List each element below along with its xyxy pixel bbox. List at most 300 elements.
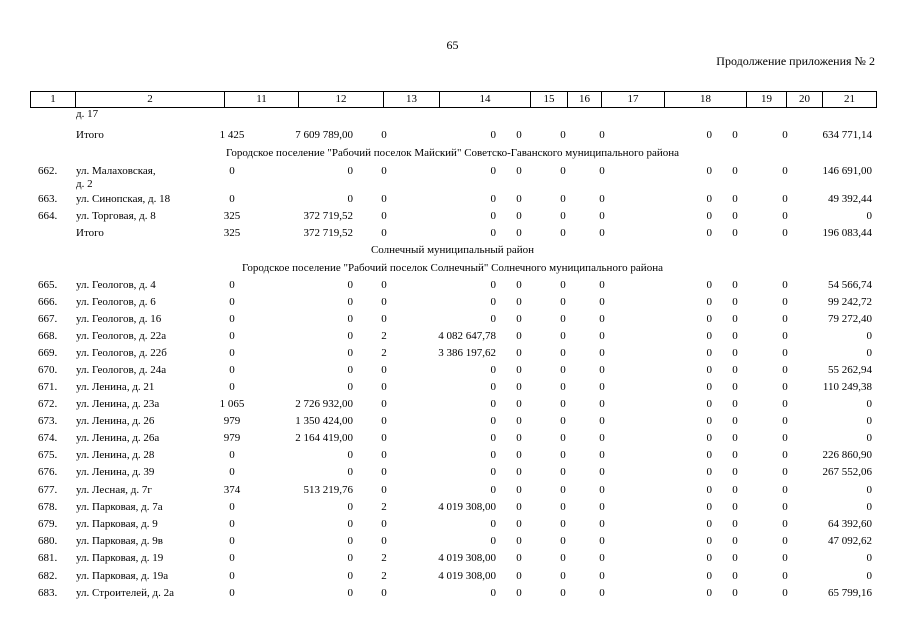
col-19-cell: 0	[732, 347, 738, 359]
table-row	[0, 449, 905, 467]
header-col-15: 15	[531, 92, 568, 107]
table-row	[0, 518, 905, 536]
col-14-cell: 4 019 308,00	[438, 570, 496, 582]
address-cell	[76, 313, 161, 326]
address-line-1: ул. Ленина, д. 23а	[76, 398, 160, 410]
col-15-cell: 0	[516, 347, 522, 359]
col-12-cell: 0	[347, 313, 353, 325]
col-13-cell: 0	[381, 129, 387, 141]
col-12-cell: 0	[347, 518, 353, 530]
col-17-cell: 0	[599, 165, 605, 177]
address-cell	[76, 415, 154, 428]
table-row	[0, 193, 905, 211]
col-21-cell: 0	[866, 210, 872, 222]
col-15-cell: 0	[516, 501, 522, 513]
col-18-cell: 0	[706, 279, 712, 291]
header-col-16: 16	[568, 92, 602, 107]
col-16-cell: 0	[560, 313, 566, 325]
col-14-cell: 0	[490, 129, 496, 141]
address-line-1: ул. Ленина, д. 26а	[76, 432, 160, 444]
table-row	[0, 552, 905, 570]
col-16-cell: 0	[560, 570, 566, 582]
col-14-cell: 4 082 647,78	[438, 330, 496, 342]
col-13-cell: 0	[381, 279, 387, 291]
col-20-cell: 0	[782, 449, 788, 461]
col-15-cell: 0	[516, 570, 522, 582]
col-11-cell: 325	[223, 227, 241, 239]
row-number-cell: 680.	[38, 535, 58, 547]
table-row	[0, 398, 905, 416]
col-14-cell: 3 386 197,62	[438, 347, 496, 359]
col-12-cell: 372 719,52	[303, 210, 353, 222]
col-21-cell: 146 691,00	[822, 165, 872, 177]
col-11-cell: 0	[229, 466, 235, 478]
col-17-cell: 0	[599, 449, 605, 461]
address-cell	[76, 210, 156, 223]
col-12-cell: 2 164 419,00	[295, 432, 353, 444]
address-cell	[76, 552, 163, 565]
col-12-cell: 0	[347, 381, 353, 393]
col-14-cell: 4 019 308,00	[438, 552, 496, 564]
col-20-cell: 0	[782, 552, 788, 564]
col-17-cell: 0	[599, 587, 605, 599]
col-19-cell: 0	[732, 381, 738, 393]
col-12-cell: 0	[347, 535, 353, 547]
col-21-cell: 0	[866, 330, 872, 342]
continued-address-row	[0, 108, 905, 126]
col-20-cell: 0	[782, 193, 788, 205]
col-19-cell: 0	[732, 129, 738, 141]
col-18-cell: 0	[706, 587, 712, 599]
col-21-cell: 49 392,44	[828, 193, 872, 205]
col-18-cell: 0	[706, 466, 712, 478]
col-14-cell: 0	[490, 398, 496, 410]
col-14-cell: 0	[490, 165, 496, 177]
row-number-cell: 663.	[38, 193, 58, 205]
row-number-cell: 675.	[38, 449, 58, 461]
col-21-cell: 0	[866, 398, 872, 410]
col-11-cell: 0	[229, 552, 235, 564]
section-heading: Городское поселение "Рабочий поселок Майский" Советско-Гаванского муниципального района	[225, 147, 680, 159]
row-number-cell: 665.	[38, 279, 58, 291]
address-cell	[76, 381, 154, 394]
col-21-cell: 226 860,90	[822, 449, 872, 461]
col-11-cell: 1 425	[219, 129, 245, 141]
col-12-cell: 7 609 789,00	[295, 129, 353, 141]
col-18-cell: 0	[706, 432, 712, 444]
col-16-cell: 0	[560, 518, 566, 530]
table-row	[0, 279, 905, 297]
header-col-11: 11	[225, 92, 299, 107]
col-16-cell: 0	[560, 347, 566, 359]
col-19-cell: 0	[732, 518, 738, 530]
col-11-cell: 0	[229, 296, 235, 308]
col-14-cell: 0	[490, 415, 496, 427]
col-16-cell: 0	[560, 165, 566, 177]
col-13-cell: 0	[381, 193, 387, 205]
col-18-cell: 0	[706, 364, 712, 376]
col-20-cell: 0	[782, 364, 788, 376]
col-20-cell: 0	[782, 466, 788, 478]
col-16-cell: 0	[560, 449, 566, 461]
col-19-cell: 0	[732, 330, 738, 342]
col-18-cell: 0	[706, 501, 712, 513]
col-21-cell: 65 799,16	[828, 587, 872, 599]
col-14-cell: 4 019 308,00	[438, 501, 496, 513]
col-20-cell: 0	[782, 381, 788, 393]
col-16-cell: 0	[560, 279, 566, 291]
address-cell	[76, 279, 156, 292]
col-16-cell: 0	[560, 381, 566, 393]
col-15-cell: 0	[516, 432, 522, 444]
col-11-cell: 0	[229, 518, 235, 530]
section-heading: Солнечный муниципальный район	[370, 244, 535, 256]
col-13-cell: 0	[381, 432, 387, 444]
address-line-1: ул. Геологов, д. 6	[76, 296, 156, 308]
col-19-cell: 0	[732, 552, 738, 564]
col-18-cell: 0	[706, 552, 712, 564]
col-11-cell: 0	[229, 381, 235, 393]
row-number-cell: 679.	[38, 518, 58, 530]
address-line-1: ул. Геологов, д. 22б	[76, 347, 167, 359]
col-19-cell: 0	[732, 449, 738, 461]
table-row	[0, 432, 905, 450]
col-17-cell: 0	[599, 129, 605, 141]
col-18-cell: 0	[706, 193, 712, 205]
col-16-cell: 0	[560, 129, 566, 141]
col-13-cell: 0	[381, 518, 387, 530]
col-15-cell: 0	[516, 552, 522, 564]
col-21-cell: 55 262,94	[828, 364, 872, 376]
address-line-1: ул. Геологов, д. 22а	[76, 330, 167, 342]
col-21-cell: 0	[866, 501, 872, 513]
appendix-continuation-note: Продолжение приложения № 2	[716, 54, 875, 68]
col-15-cell: 0	[516, 518, 522, 530]
col-20-cell: 0	[782, 570, 788, 582]
section-heading: Городское поселение "Рабочий поселок Солнечный" Солнечного муниципального района	[242, 262, 663, 274]
col-16-cell: 0	[560, 587, 566, 599]
col-11-cell: 0	[229, 449, 235, 461]
address-line-1: ул. Геологов, д. 16	[76, 313, 162, 325]
col-16-cell: 0	[560, 466, 566, 478]
table-row	[0, 484, 905, 502]
row-number-cell: 672.	[38, 398, 58, 410]
address-line-1: ул. Парковая, д. 7а	[76, 501, 163, 513]
col-17-cell: 0	[599, 279, 605, 291]
address-cell	[76, 587, 174, 600]
col-11-cell: 325	[223, 210, 241, 222]
col-13-cell: 0	[381, 415, 387, 427]
address-cell	[76, 296, 156, 309]
table-row	[0, 501, 905, 519]
col-19-cell: 0	[732, 313, 738, 325]
col-19-cell: 0	[732, 227, 738, 239]
col-21-cell: 79 272,40	[828, 313, 872, 325]
address-cell	[76, 570, 168, 583]
address-cell	[76, 501, 163, 514]
col-19-cell: 0	[732, 296, 738, 308]
row-number-cell: 669.	[38, 347, 58, 359]
row-number-cell: 676.	[38, 466, 58, 478]
col-21-cell: 99 242,72	[828, 296, 872, 308]
header-col-21: 21	[844, 93, 855, 105]
col-20-cell: 0	[782, 587, 788, 599]
col-12-cell: 0	[347, 296, 353, 308]
address-line-1: ул. Ленина, д. 39	[76, 466, 155, 478]
col-16-cell: 0	[560, 484, 566, 496]
col-18-cell: 0	[706, 484, 712, 496]
address-cell	[76, 535, 163, 548]
address-cell	[76, 364, 166, 377]
address-cell	[76, 330, 166, 343]
col-21-cell: 0	[866, 570, 872, 582]
col-15-cell: 0	[516, 279, 522, 291]
col-20-cell: 0	[782, 210, 788, 222]
table-row	[0, 165, 905, 190]
col-21-cell: 0	[866, 552, 872, 564]
col-19-cell: 0	[732, 587, 738, 599]
col-15-cell: 0	[516, 587, 522, 599]
col-17-cell: 0	[599, 313, 605, 325]
col-19-cell: 0	[732, 279, 738, 291]
row-number-cell: 674.	[38, 432, 58, 444]
col-17-cell: 0	[599, 364, 605, 376]
col-17-cell: 0	[599, 210, 605, 222]
col-17-cell: 0	[599, 193, 605, 205]
col-20-cell: 0	[782, 330, 788, 342]
col-15-cell: 0	[516, 449, 522, 461]
col-14-cell: 0	[490, 449, 496, 461]
col-18-cell: 0	[706, 570, 712, 582]
table-row	[0, 381, 905, 399]
col-20-cell: 0	[782, 518, 788, 530]
row-number-cell: 667.	[38, 313, 58, 325]
col-11-cell: 979	[223, 415, 241, 427]
col-15-cell: 0	[516, 535, 522, 547]
header-col-20: 20	[787, 92, 823, 107]
col-12-cell: 0	[347, 552, 353, 564]
col-12-cell: 0	[347, 165, 353, 177]
col-11-cell: 0	[229, 535, 235, 547]
col-16-cell: 0	[560, 330, 566, 342]
col-14-cell: 0	[490, 313, 496, 325]
col-18-cell: 0	[706, 227, 712, 239]
col-14-cell: 0	[490, 210, 496, 222]
col-18-cell: 0	[706, 330, 712, 342]
col-17-cell: 0	[599, 227, 605, 239]
col-19-cell: 0	[732, 466, 738, 478]
col-20-cell: 0	[782, 432, 788, 444]
col-12-cell: 0	[347, 279, 353, 291]
col-20-cell: 0	[782, 501, 788, 513]
table-row	[0, 415, 905, 433]
row-number-cell: 682.	[38, 570, 58, 582]
col-20-cell: 0	[782, 129, 788, 141]
address-line-1: ул. Ленина, д. 28	[76, 449, 155, 461]
row-number-cell: 678.	[38, 501, 58, 513]
address-line-1: ул. Строителей, д. 2а	[76, 587, 174, 599]
col-17-cell: 0	[599, 466, 605, 478]
header-col-17: 17	[602, 92, 665, 107]
col-11-cell: 0	[229, 570, 235, 582]
col-13-cell: 0	[381, 364, 387, 376]
col-17-cell: 0	[599, 518, 605, 530]
address-line-1: ул. Синопская, д. 18	[76, 193, 171, 205]
col-11-cell: 374	[223, 484, 241, 496]
table-row	[0, 227, 905, 245]
table-row	[0, 535, 905, 553]
col-18-cell: 0	[706, 449, 712, 461]
col-13-cell: 0	[381, 484, 387, 496]
col-12-cell: 2 726 932,00	[295, 398, 353, 410]
address-cell	[76, 165, 156, 191]
col-11-cell: 0	[229, 330, 235, 342]
header-col-1: 1	[31, 92, 76, 107]
col-21-cell: 0	[866, 347, 872, 359]
col-19-cell: 0	[732, 570, 738, 582]
row-number-cell: 681.	[38, 552, 58, 564]
table-row	[0, 210, 905, 228]
col-18-cell: 0	[706, 313, 712, 325]
col-20-cell: 0	[782, 227, 788, 239]
col-21-cell: 47 092,62	[828, 535, 872, 547]
col-15-cell: 0	[516, 381, 522, 393]
col-20-cell: 0	[782, 484, 788, 496]
col-18-cell: 0	[706, 347, 712, 359]
col-11-cell: 0	[229, 193, 235, 205]
col-21-cell: 267 552,06	[822, 466, 872, 478]
col-15-cell: 0	[516, 129, 522, 141]
address-line-2: д. 2	[76, 178, 93, 190]
address-line-1: ул. Геологов, д. 24а	[76, 364, 167, 376]
col-17-cell: 0	[599, 535, 605, 547]
col-20-cell: 0	[782, 165, 788, 177]
table-row	[0, 587, 905, 605]
col-18-cell: 0	[706, 210, 712, 222]
col-13-cell: 0	[381, 587, 387, 599]
address-cell	[76, 398, 159, 411]
row-number-cell: 673.	[38, 415, 58, 427]
col-18-cell: 0	[706, 398, 712, 410]
col-15-cell: 0	[516, 364, 522, 376]
page-number: 65	[446, 38, 459, 52]
col-21-cell: 0	[866, 432, 872, 444]
address-cell	[76, 129, 104, 142]
address-cell: д. 17	[76, 108, 99, 120]
row-number-cell: 668.	[38, 330, 58, 342]
col-14-cell: 0	[490, 364, 496, 376]
address-line-1: ул. Лесная, д. 7г	[76, 484, 152, 496]
col-15-cell: 0	[516, 398, 522, 410]
col-11-cell: 0	[229, 364, 235, 376]
col-12-cell: 513 219,76	[303, 484, 353, 496]
col-16-cell: 0	[560, 535, 566, 547]
col-12-cell: 372 719,52	[303, 227, 353, 239]
table-row	[0, 129, 905, 147]
col-17-cell: 0	[599, 415, 605, 427]
col-16-cell: 0	[560, 501, 566, 513]
col-13-cell: 0	[381, 398, 387, 410]
address-line-1: Итого	[76, 227, 104, 239]
col-12-cell: 0	[347, 364, 353, 376]
col-19-cell: 0	[732, 501, 738, 513]
col-18-cell: 0	[706, 165, 712, 177]
col-16-cell: 0	[560, 227, 566, 239]
header-col-14: 14	[440, 92, 531, 107]
col-15-cell: 0	[516, 227, 522, 239]
col-12-cell: 0	[347, 466, 353, 478]
table-header	[30, 91, 877, 108]
col-17-cell: 0	[599, 432, 605, 444]
table-row	[0, 313, 905, 331]
address-cell	[76, 432, 159, 445]
col-13-cell: 0	[381, 466, 387, 478]
address-line-1: ул. Парковая, д. 19	[76, 552, 164, 564]
col-18-cell: 0	[706, 518, 712, 530]
col-18-cell: 0	[706, 381, 712, 393]
col-17-cell: 0	[599, 296, 605, 308]
col-13-cell: 2	[381, 552, 387, 564]
col-16-cell: 0	[560, 415, 566, 427]
col-13-cell: 2	[381, 570, 387, 582]
col-14-cell: 0	[490, 484, 496, 496]
address-cell	[76, 484, 152, 497]
col-13-cell: 0	[381, 296, 387, 308]
col-21-cell: 196 083,44	[822, 227, 872, 239]
col-15-cell: 0	[516, 330, 522, 342]
address-line-1: ул. Ленина, д. 21	[76, 381, 155, 393]
table-row	[0, 296, 905, 314]
col-16-cell: 0	[560, 432, 566, 444]
header-col-19: 19	[747, 92, 787, 107]
address-line-1: ул. Малаховская,	[76, 165, 156, 177]
col-16-cell: 0	[560, 193, 566, 205]
col-15-cell: 0	[516, 165, 522, 177]
col-16-cell: 0	[560, 210, 566, 222]
col-13-cell: 0	[381, 535, 387, 547]
col-15-cell: 0	[516, 313, 522, 325]
col-15-cell: 0	[516, 466, 522, 478]
col-13-cell: 0	[381, 210, 387, 222]
address-line-1: ул. Торговая, д. 8	[76, 210, 156, 222]
address-line-1: ул. Геологов, д. 4	[76, 279, 156, 291]
col-14-cell: 0	[490, 518, 496, 530]
col-14-cell: 0	[490, 279, 496, 291]
col-18-cell: 0	[706, 129, 712, 141]
table-row	[0, 364, 905, 382]
col-12-cell: 0	[347, 570, 353, 582]
col-14-cell: 0	[490, 381, 496, 393]
col-15-cell: 0	[516, 484, 522, 496]
col-18-cell: 0	[706, 296, 712, 308]
col-12-cell: 0	[347, 330, 353, 342]
col-18-cell: 0	[706, 415, 712, 427]
col-20-cell: 0	[782, 415, 788, 427]
address-line-1: ул. Парковая, д. 9в	[76, 535, 163, 547]
col-12-cell: 1 350 424,00	[295, 415, 353, 427]
col-11-cell: 1 065	[219, 398, 245, 410]
col-14-cell: 0	[490, 587, 496, 599]
col-15-cell: 0	[516, 193, 522, 205]
row-number-cell: 671.	[38, 381, 58, 393]
col-12-cell: 0	[347, 193, 353, 205]
row-number-cell: 670.	[38, 364, 58, 376]
address-cell	[76, 466, 154, 479]
row-number-cell: 662.	[38, 165, 58, 177]
col-19-cell: 0	[732, 432, 738, 444]
col-11-cell: 0	[229, 347, 235, 359]
col-19-cell: 0	[732, 210, 738, 222]
